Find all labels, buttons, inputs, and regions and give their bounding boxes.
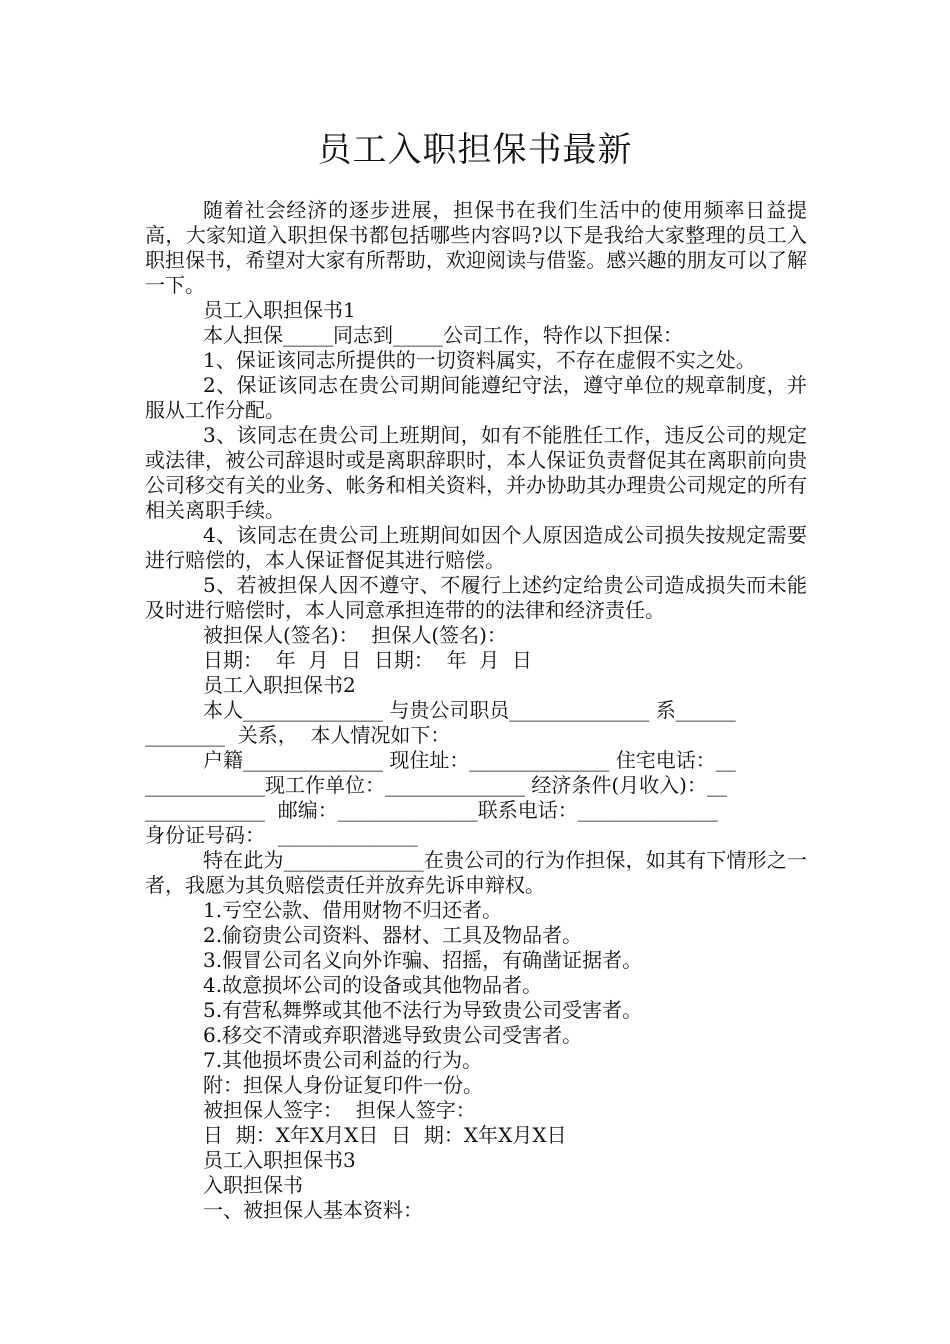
section2-date: 日 期：X年X月X日 日 期：X年X月X日 (203, 1123, 567, 1147)
section1-item-4: 4、该同志在贵公司上班期间如因个人原因造成公司损失按规定需要进行赔偿的，本人保证督促其进行赔偿。 (145, 523, 807, 572)
section2-signature: 被担保人签字： 担保人签字： (203, 1098, 476, 1122)
intro-paragraph: 随着社会经济的逐步进展，担保书在我们生活中的使用频率日益提高，大家知道入职担保书都包括哪些内容吗?以下是我给大家整理的员工入职担保书，希望对大家有所帮助，欢迎阅读与借鉴。感兴趣的朋友可以了解一下。 (145, 198, 807, 297)
section2-info-line-3: ____________ 邮编：______________联系电话：______________ (145, 798, 718, 822)
section3-part-1: 一、被担保人基本资料： (203, 1198, 423, 1222)
section1-signature: 被担保人(签名)： 担保人(签名)： (203, 623, 507, 647)
document-title: 员工入职担保书最新 (317, 130, 633, 170)
section2-relation-line-1: 本人______________ 与贵公司职员______________ 系______ (203, 698, 736, 722)
section1-item-5: 5、若被担保人因不遵守、不履行上述约定给贵公司造成损失而未能及时进行赔偿时，本人同意承担连带的的法律和经济责任。 (145, 573, 807, 622)
section2-item-3: 3.假冒公司名义向外诈骗、招摇，有确凿证据者。 (203, 948, 643, 972)
section-heading-3: 员工入职担保书3 (203, 1148, 356, 1172)
section1-opening: 本人担保_____同志到_____公司工作，特作以下担保： (203, 323, 683, 347)
section1-item-1: 1、保证该同志所提供的一切资料属实，不存在虚假不实之处。 (203, 348, 756, 372)
section2-item-2: 2.偷窃贵公司资料、器材、工具及物品者。 (203, 923, 583, 947)
section3-subtitle: 入职担保书 (203, 1173, 303, 1197)
section2-id-line: 身份证号码： ______________ (145, 823, 418, 847)
section-heading-1: 员工入职担保书1 (203, 298, 356, 322)
section1-item-2: 2、保证该同志在贵公司期间能遵纪守法，遵守单位的规章制度，并服从工作分配。 (145, 373, 807, 422)
section2-item-1: 1.亏空公款、借用财物不归还者。 (203, 898, 503, 922)
section2-info-line-2: ____________现工作单位：______________ 经济条件(月收入)：__ (145, 773, 727, 797)
section2-item-4: 4.故意损坏公司的设备或其他物品者。 (203, 973, 543, 997)
section2-item-7: 7.其他损坏贵公司利益的行为。 (203, 1048, 483, 1072)
document-body (145, 198, 807, 1223)
section1-date: 日期： 年 月 日 日期： 年 月 日 (203, 648, 533, 672)
section2-attachment: 附：担保人身份证复印件一份。 (203, 1073, 483, 1097)
section2-item-5: 5.有营私舞弊或其他不法行为导致贵公司受害者。 (203, 998, 643, 1022)
section2-info-line-1: 户籍______________ 现住址：______________ 住宅电话：__ (203, 748, 736, 772)
section2-relation-line-2: ________ 关系， 本人情况如下： (145, 723, 451, 747)
section-heading-2: 员工入职担保书2 (203, 673, 356, 697)
section1-item-3: 3、该同志在贵公司上班期间，如有不能胜任工作，违反公司的规定或法律，被公司辞退时或是离职辞职时，本人保证负责督促其在离职前向贵公司移交有关的业务、帐务和相关资料，并办协助其办理贵公司规定的所有相关离职手续。 (145, 423, 807, 522)
section2-guarantee: 特在此为______________在贵公司的行为作担保，如其有下情形之一者，我愿为其负赔偿责任并放弃先诉申辩权。 (145, 848, 807, 897)
section2-item-6: 6.移交不清或弃职潜逃导致贵公司受害者。 (203, 1023, 583, 1047)
